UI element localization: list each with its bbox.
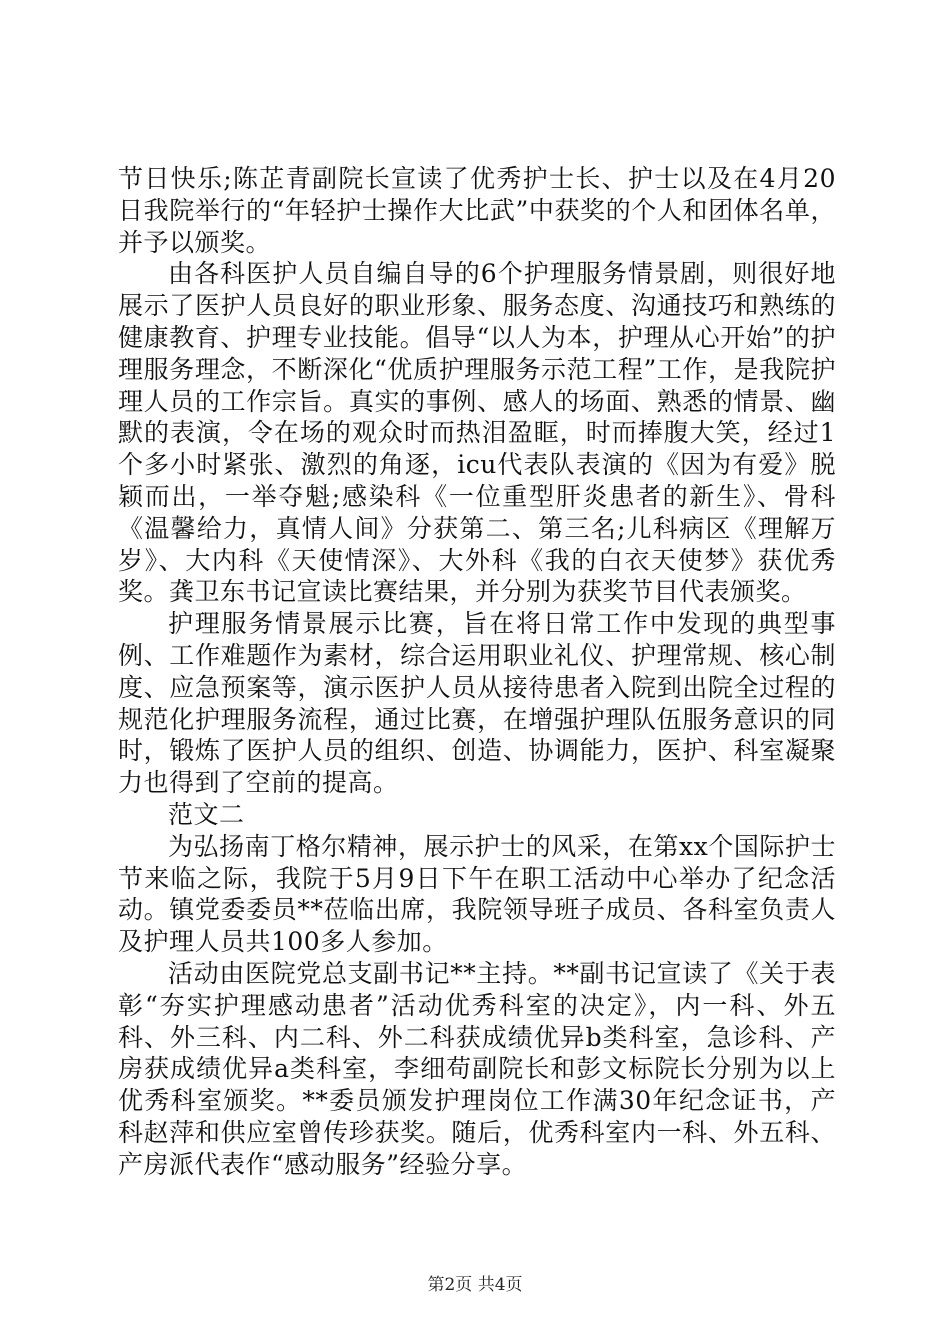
paragraph-competition-purpose: 护理服务情景展示比赛，旨在将日常工作中发现的典型事例、工作难题作为素材，综合运用职业礼仪、护理常规、核心制度、应急预案等，演示医护人员从接待患者入院到出院全过程的规范化护理服务流程，通过比赛，在增强护理队伍服务意识的同时，锻炼了医护人员的组织、创造、协调能力，医护、科室凝聚力也得到了空前的提高。: [118, 609, 836, 798]
paragraph-award-announcement: 节日快乐;陈芷青副院长宣读了优秀护士长、护士以及在4月20日我院举行的“年轻护士操作大比武”中获奖的个人和团体名单，并予以颁奖。: [118, 164, 836, 257]
paragraph-scenario-drama: 由各科医护人员自编自导的6个护理服务情景剧，则很好地展示了医护人员良好的职业形象、服务态度、沟通技巧和熟练的健康教育、护理专业技能。倡导“以人为本，护理从心开始”的护理服务理念，不断深化“优质护理服务示范工程”工作，是我院护理人员的工作宗旨。真实的事例、感人的场面、熟悉的情景、幽默的表演，令在场的观众时而热泪盈眶，时而捧腹大笑，经过1个多小时紧张、激烈的角逐，icu代表队表演的《因为有爱》脱颖而出，一举夺魁;感染科《一位重型肝炎患者的新生》、骨科《温馨给力，真情人间》分获第二、第三名;儿科病区《理解万岁》、大内科《天使情深》、大外科《我的白衣天使梦》获优秀奖。龚卫东书记宣读比赛结果，并分别为获奖节目代表颁奖。: [118, 259, 836, 607]
section-heading-sample-two: 范文二: [168, 799, 245, 829]
page-number-footer: 第2页 共4页: [427, 1275, 523, 1295]
paragraph-activity-host: 活动由医院党总支副书记**主持。**副书记宣读了《关于表彰“夯实护理感动患者”活动优秀科室的决定》，内一科、外五科、外三科、内二科、外二科获成绩优异b类科室，急诊科、产房获成绩优异a类科室，李细苟副院长和彭文标院长分别为以上优秀科室颁奖。**委员颁发护理岗位工作满30年纪念证书，产科赵萍和供应室曾传珍获奖。随后，优秀科室内一科、外五科、产房派代表作“感动服务”经验分享。: [118, 958, 836, 1179]
document-body: [118, 163, 836, 1181]
paragraph-nurses-day-event: 为弘扬南丁格尔精神，展示护士的风采，在第xx个国际护士节来临之际，我院于5月9日下午在职工活动中心举办了纪念活动。镇党委委员**莅临出席，我院领导班子成员、各科室负责人及护理人员共100多人参加。: [118, 831, 836, 957]
